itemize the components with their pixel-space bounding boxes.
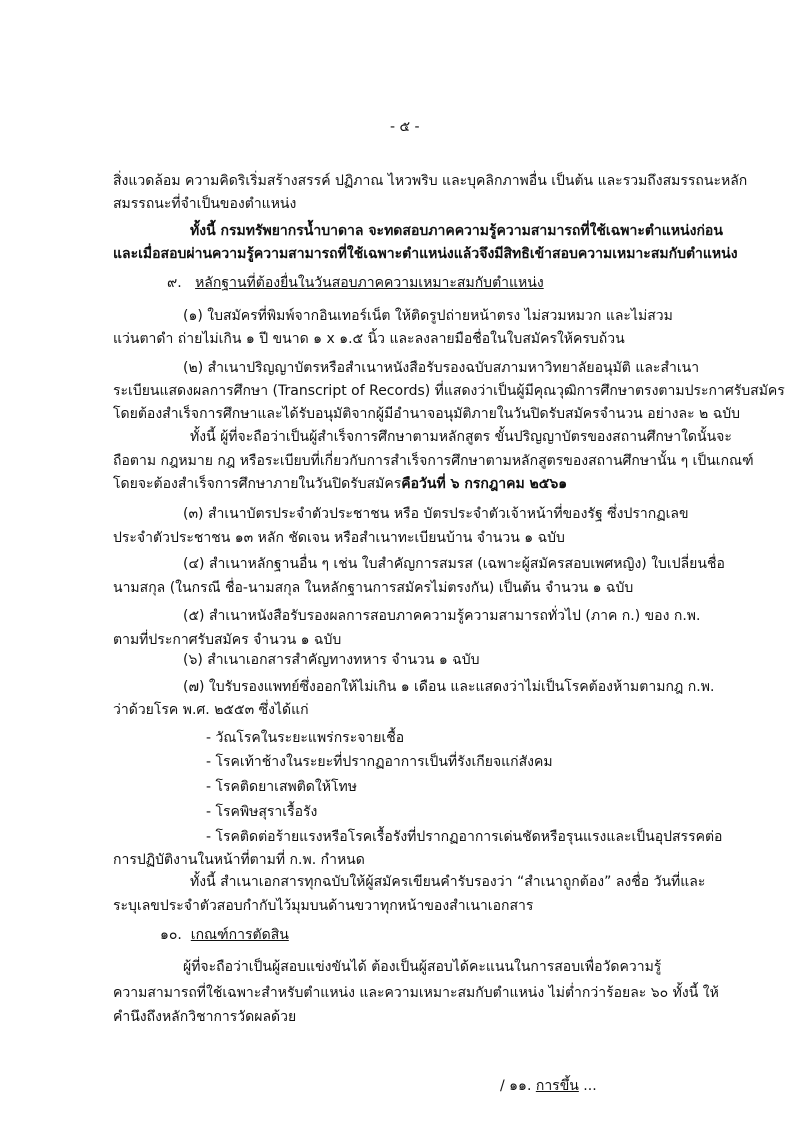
text-line: นามสกุล (ในกรณี ชื่อ-นามสกุล ในหลักฐานการสมัครไม่ตรงกัน) เป็นต้น จำนวน ๑ ฉบับ xyxy=(113,580,634,596)
text-span: โดยจะต้องสำเร็จการศึกษาภายในวันปิดรับสมัคร xyxy=(113,476,402,492)
list-item: - โรคเท้าช้างในระยะที่ปรากฏอาการเป็นที่รังเกียจแก่สังคม xyxy=(206,754,553,770)
text-line: ประจำตัวประชาชน ๑๓ หลัก ชัดเจน หรือสำเนาทะเบียนบ้าน จำนวน ๑ ฉบับ xyxy=(113,530,565,546)
text-line: แว่นตาดำ ถ่ายไม่เกิน ๑ ปี ขนาด ๑ x ๑.๕ นิ้ว และลงลายมือชื่อในใบสมัครให้ครบถ้วน xyxy=(113,331,625,347)
text-line: ทั้งนี้ สำเนาเอกสารทุกฉบับให้ผู้สมัครเขียนคำรับรองว่า “สำเนาถูกต้อง” ลงชื่อ วันที่และ xyxy=(190,874,706,890)
section-9-heading xyxy=(167,273,544,293)
deadline-date: คือวันที่ ๖ กรกฎาคม ๒๕๖๑ xyxy=(401,476,568,492)
section-number: ๙. xyxy=(167,275,182,291)
section-title: หลักฐานที่ต้องยื่นในวันสอบภาคความเหมาะสมกับตำแหน่ง xyxy=(195,275,544,291)
text-line: สมรรถนะที่จำเป็นของตำแหน่ง xyxy=(113,196,297,212)
text-line: (๖) สำเนาเอกสารสำคัญทางทหาร จำนวน ๑ ฉบับ xyxy=(183,652,480,668)
text-line xyxy=(113,474,567,494)
text-line: ตามที่ประกาศรับสมัคร จำนวน ๑ ฉบับ xyxy=(113,632,342,648)
section-10-heading xyxy=(160,925,289,945)
text-line: (๒) สำเนาปริญญาบัตรหรือสำเนาหนังสือรับรองฉบับสภามหาวิทยาลัยอนุมัติ และสำเนา xyxy=(183,360,700,376)
text-line: โดยต้องสำเร็จการศึกษาและได้รับอนุมัติจากผู้มีอำนาจอนุมัติภายในวันปิดรับสมัครจำนวน อย่างละ ๒ ฉบับ xyxy=(113,406,741,422)
text-line: (๗) ใบรับรองแพทย์ซึ่งออกให้ไม่เกิน ๑ เดือน และแสดงว่าไม่เป็นโรคต้องห้ามตามกฎ ก.พ. xyxy=(183,679,715,695)
section-number: ๑๐. xyxy=(160,927,182,943)
text-line: (๕) สำเนาหนังสือรับรองผลการสอบภาคความรู้ความสามารถทั่วไป (ภาค ก.) ของ ก.พ. xyxy=(183,608,701,624)
list-item: - วัณโรคในระยะแพร่กระจายเชื้อ xyxy=(206,730,405,746)
text-line: ว่าด้วยโรค พ.ศ. ๒๕๕๓ ซึ่งได้แก่ xyxy=(113,702,309,718)
footer-next-section: การขึ้น xyxy=(535,1078,579,1094)
text-line: และเมื่อสอบผ่านความรู้ความสามารถที่ใช้เฉพาะตำแหน่งแล้วจึงมีสิทธิเข้าสอบความเหมาะสมกับตำแหน่ง xyxy=(113,246,738,262)
text-line: (๓) สำเนาบัตรประจำตัวประชาชน หรือ บัตรประจำตัวเจ้าหน้าที่ของรัฐ ซึ่งปรากฏเลข xyxy=(183,506,689,522)
text-line: ถือตาม กฎหมาย กฎ หรือระเบียบที่เกี่ยวกับการสำเร็จการศึกษาตามหลักสูตรของสถานศึกษานั้น ๆ เป็นเกณฑ์ xyxy=(113,453,754,469)
text-line: ทั้งนี้ ผู้ที่จะถือว่าเป็นผู้สำเร็จการศึกษาตามหลักสูตร ขั้นปริญญาบัตรของสถานศึกษาใดนั้นจะ xyxy=(190,429,732,445)
text-line: คำนึงถึงหลักวิชาการวัดผลด้วย xyxy=(113,1009,297,1025)
text-line: ความสามารถที่ใช้เฉพาะสำหรับตำแหน่ง และความเหมาะสมกับตำแหน่ง ไม่ต่ำกว่าร้อยละ ๖๐ ทั้งนี้ ให้ xyxy=(113,985,719,1001)
section-title: เกณฑ์การตัดสิน xyxy=(190,927,289,943)
page-number: - ๕ - xyxy=(390,119,420,135)
text-line: การปฏิบัติงานในหน้าที่ตามที่ ก.พ. กำหนด xyxy=(113,852,365,868)
footer-suffix: ... xyxy=(583,1078,597,1094)
list-item: - โรคติดต่อร้ายแรงหรือโรคเรื้อรังที่ปรากฏอาการเด่นชัดหรือรุนแรงและเป็นอุปสรรคต่อ xyxy=(206,829,723,845)
list-item: - โรคพิษสุราเรื้อรัง xyxy=(206,804,318,820)
text-line: ระบุเลขประจำตัวสอบกำกับไว้มุมบนด้านขวาทุกหน้าของสำเนาเอกสาร xyxy=(113,898,534,914)
list-item: - โรคติดยาเสพติดให้โทษ xyxy=(206,779,357,795)
text-line: สิ่งแวดล้อม ความคิดริเริ่มสร้างสรรค์ ปฏิภาณ ไหวพริบ และบุคลิกภาพอื่น เป็นต้น และรวมถึงสมรรถนะหลัก xyxy=(113,173,748,189)
text-line: ผู้ที่จะถือว่าเป็นผู้สอบแข่งขันได้ ต้องเป็นผู้สอบได้คะแนนในการสอบเพื่อวัดความรู้ xyxy=(183,959,662,975)
continuation-footer xyxy=(500,1076,597,1096)
text-line: (๑) ใบสมัครที่พิมพ์จากอินเทอร์เน็ต ให้ติดรูปถ่ายหน้าตรง ไม่สวมหมวก และไม่สวม xyxy=(183,308,673,324)
text-line: ทั้งนี้ กรมทรัพยากรน้ำบาดาล จะทดสอบภาคความรู้ความสามารถที่ใช้เฉพาะตำแหน่งก่อน xyxy=(190,223,723,239)
text-line: ระเบียนแสดงผลการศึกษา (Transcript of Records) ที่แสดงว่าเป็นผู้มีคุณวุฒิการศึกษาตรงตามประกาศรับสมัคร xyxy=(113,383,785,399)
text-line: (๔) สำเนาหลักฐานอื่น ๆ เช่น ใบสำคัญการสมรส (เฉพาะผู้สมัครสอบเพศหญิง) ใบเปลี่ยนชื่อ xyxy=(183,556,725,572)
footer-prefix: / ๑๑. xyxy=(500,1078,532,1094)
